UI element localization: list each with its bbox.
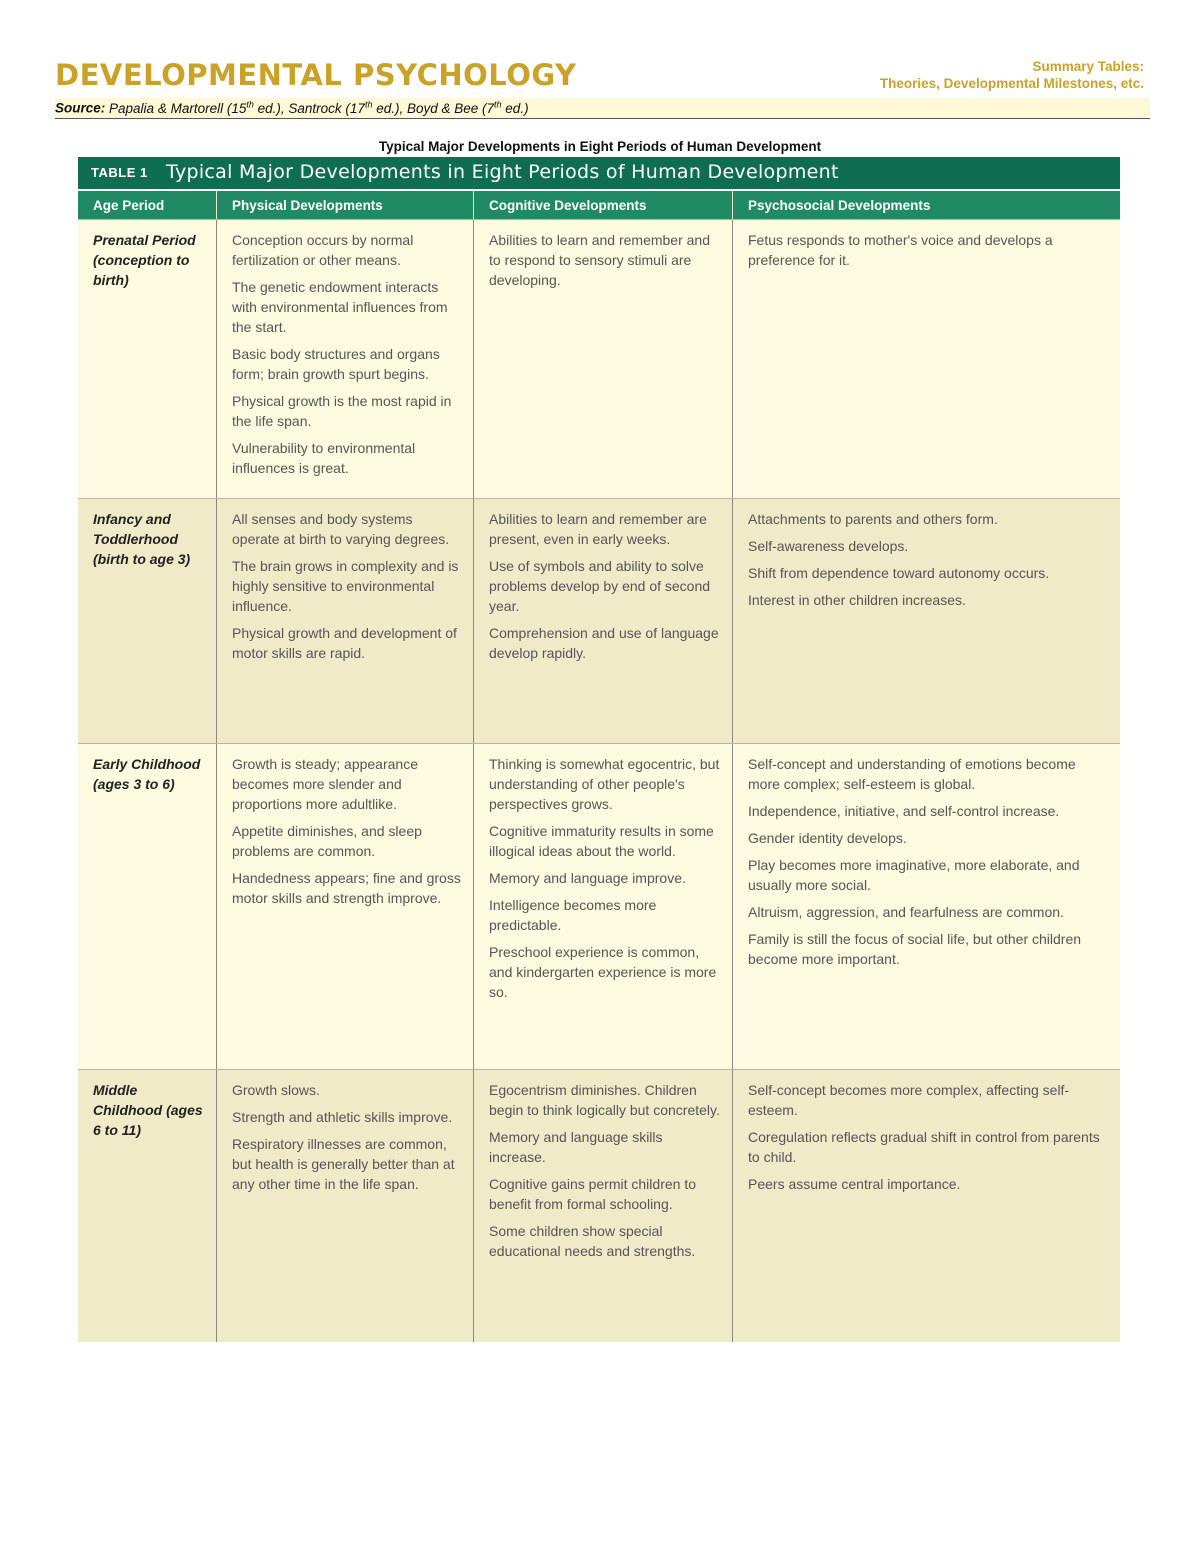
page-header bbox=[55, 58, 1150, 120]
physical-item: Vulnerability to environmental influences is great. bbox=[232, 440, 416, 476]
table-row bbox=[78, 743, 1120, 1069]
document-title: DEVELOPMENTAL PSYCHOLOGY bbox=[55, 58, 577, 92]
psychosocial-item: Gender identity develops. bbox=[748, 830, 907, 846]
physical-cell bbox=[217, 744, 474, 1069]
physical-item: The brain grows in complexity and is highly sensitive to environmental influence. bbox=[232, 558, 459, 614]
physical-item: Physical growth and development of motor skills are rapid. bbox=[232, 625, 457, 661]
summary-line-1: Summary Tables: bbox=[1032, 59, 1144, 74]
summary-line-2: Theories, Developmental Milestones, etc. bbox=[879, 76, 1144, 91]
table-caption: Typical Major Developments in Eight Periods of Human Development bbox=[378, 139, 822, 154]
age-period-cell bbox=[78, 499, 217, 743]
psychosocial-cell bbox=[733, 744, 1120, 1069]
cognitive-item: Comprehension and use of language develop rapidly. bbox=[489, 625, 719, 661]
source-bar bbox=[55, 98, 1150, 119]
psychosocial-item: Attachments to parents and others form. bbox=[748, 511, 998, 527]
physical-item: Appetite diminishes, and sleep problems are common. bbox=[232, 823, 422, 859]
table-title: Typical Major Developments in Eight Periods of Human Development bbox=[166, 161, 839, 183]
psychosocial-item: Self-concept and understanding of emotions become more complex; self-esteem is global. bbox=[748, 756, 1076, 792]
physical-item: Handedness appears; fine and gross motor skills and strength improve. bbox=[232, 870, 461, 906]
physical-item: Respiratory illnesses are common, but health is generally better than at any other time in the life span. bbox=[232, 1136, 455, 1192]
summary-label bbox=[880, 58, 1144, 92]
physical-item: Growth slows. bbox=[232, 1082, 320, 1098]
cognitive-item: Cognitive immaturity results in some illogical ideas about the world. bbox=[489, 823, 714, 859]
cognitive-cell bbox=[474, 1070, 733, 1342]
development-table bbox=[78, 157, 1120, 1342]
column-header-age: Age Period bbox=[78, 191, 217, 219]
cognitive-item: Memory and language improve. bbox=[489, 870, 686, 886]
cognitive-cell bbox=[474, 220, 733, 498]
physical-item: Strength and athletic skills improve. bbox=[232, 1109, 453, 1125]
column-header-physical: Physical Developments bbox=[217, 191, 474, 219]
psychosocial-item: Family is still the focus of social life, but other children become more important. bbox=[748, 931, 1082, 967]
table-row bbox=[78, 219, 1120, 498]
table-title-bar bbox=[78, 157, 1120, 189]
psychosocial-item: Independence, initiative, and self-control increase. bbox=[748, 803, 1060, 819]
table-number: TABLE 1 bbox=[91, 165, 148, 180]
psychosocial-item: Play becomes more imaginative, more elaborate, and usually more social. bbox=[748, 857, 1080, 893]
psychosocial-item: Coregulation reflects gradual shift in control from parents to child. bbox=[748, 1129, 1100, 1165]
psychosocial-item: Self-concept becomes more complex, affecting self-esteem. bbox=[748, 1082, 1070, 1118]
physical-cell bbox=[217, 1070, 474, 1342]
age-period-cell bbox=[78, 220, 217, 498]
psychosocial-item: Peers assume central importance. bbox=[748, 1176, 961, 1192]
cognitive-item: Abilities to learn and remember and to respond to sensory stimuli are developing. bbox=[489, 232, 711, 288]
table-body bbox=[78, 219, 1120, 1342]
age-period-label: Middle Childhood (ages 6 to 11) bbox=[93, 1082, 203, 1138]
age-period-cell bbox=[78, 744, 217, 1069]
psychosocial-item: Altruism, aggression, and fearfulness are common. bbox=[748, 904, 1064, 920]
physical-item: Basic body structures and organs form; brain growth spurt begins. bbox=[232, 346, 440, 382]
cognitive-item: Some children show special educational needs and strengths. bbox=[489, 1223, 696, 1259]
physical-item: Conception occurs by normal fertilization or other means. bbox=[232, 232, 414, 268]
physical-item: All senses and body systems operate at birth to varying degrees. bbox=[232, 511, 450, 547]
table-row bbox=[78, 1069, 1120, 1342]
source-label: Source: bbox=[55, 100, 106, 116]
column-header-row bbox=[78, 189, 1120, 219]
physical-item: The genetic endowment interacts with environmental influences from the start. bbox=[232, 279, 448, 335]
cognitive-cell bbox=[474, 744, 733, 1069]
psychosocial-item: Self-awareness develops. bbox=[748, 538, 909, 554]
cognitive-item: Intelligence becomes more predictable. bbox=[489, 897, 657, 933]
age-period-cell bbox=[78, 1070, 217, 1342]
psychosocial-item: Shift from dependence toward autonomy occurs. bbox=[748, 565, 1050, 581]
cognitive-item: Egocentrism diminishes. Children begin to think logically but concretely. bbox=[489, 1082, 720, 1118]
physical-item: Physical growth is the most rapid in the life span. bbox=[232, 393, 452, 429]
age-period-label: Early Childhood (ages 3 to 6) bbox=[93, 756, 201, 792]
physical-item: Growth is steady; appearance becomes more slender and proportions more adultlike. bbox=[232, 756, 418, 812]
column-header-psychosocial: Psychosocial Developments bbox=[748, 198, 931, 213]
cognitive-item: Thinking is somewhat egocentric, but understanding of other people's perspectives grows. bbox=[489, 756, 720, 812]
source-text: Papalia & Martorell (15th ed.), Santrock (17th ed.), Boyd & Bee (7th ed.) bbox=[109, 99, 529, 116]
cognitive-item: Use of symbols and ability to solve problems develop by end of second year. bbox=[489, 558, 711, 614]
column-header-cognitive: Cognitive Developments bbox=[474, 191, 733, 219]
cognitive-item: Preschool experience is common, and kindergarten experience is more so. bbox=[489, 944, 717, 1000]
cognitive-cell bbox=[474, 499, 733, 743]
psychosocial-cell bbox=[733, 1070, 1120, 1342]
psychosocial-item: Interest in other children increases. bbox=[748, 592, 966, 608]
age-period-label: Prenatal Period (conception to birth) bbox=[93, 232, 196, 288]
cognitive-item: Abilities to learn and remember are present, even in early weeks. bbox=[489, 511, 707, 547]
psychosocial-cell bbox=[733, 220, 1120, 498]
table-row bbox=[78, 498, 1120, 743]
cognitive-item: Memory and language skills increase. bbox=[489, 1129, 663, 1165]
psychosocial-cell bbox=[733, 499, 1120, 743]
psychosocial-item: Fetus responds to mother's voice and develops a preference for it. bbox=[748, 232, 1053, 268]
cognitive-item: Cognitive gains permit children to benefit from formal schooling. bbox=[489, 1176, 696, 1212]
physical-cell bbox=[217, 499, 474, 743]
age-period-label: Infancy and Toddlerhood (birth to age 3) bbox=[93, 511, 191, 567]
source-citation bbox=[55, 99, 529, 116]
physical-cell bbox=[217, 220, 474, 498]
